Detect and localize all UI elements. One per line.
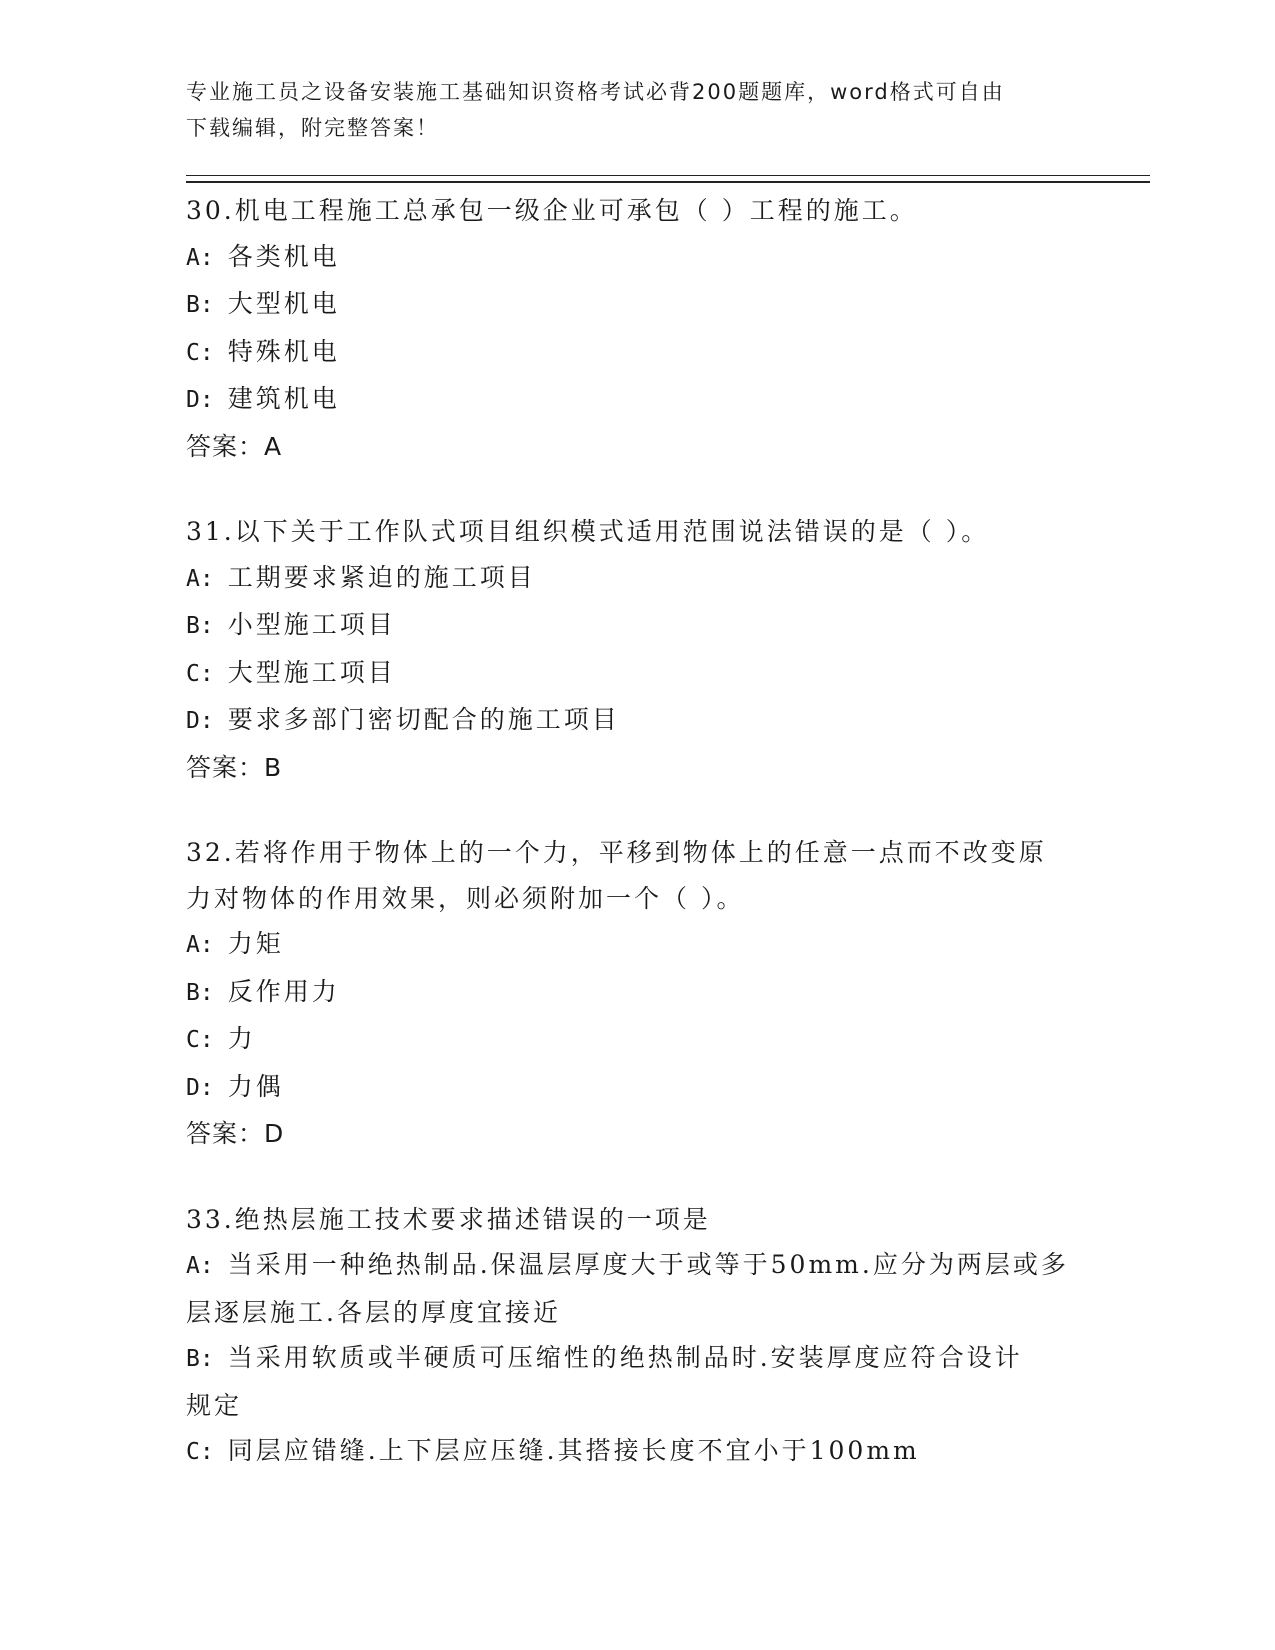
option-label: A:	[186, 1253, 214, 1279]
option-line	[186, 969, 1086, 1017]
option-label: D:	[186, 708, 214, 734]
answer-line	[186, 424, 1086, 470]
option-line	[186, 555, 1086, 603]
option-text: 建筑机电	[227, 384, 340, 413]
option-label: D:	[186, 1074, 214, 1101]
option-label: B:	[186, 979, 214, 1006]
option-line	[186, 234, 1086, 282]
question-stem: 32.若将作用于物体上的一个力，平移到物体上的任意一点而不改变原	[186, 838, 1047, 867]
option-line	[186, 1383, 1086, 1429]
option-text: 大型施工项目	[227, 657, 396, 687]
option-line	[186, 602, 1086, 650]
option-line	[186, 1064, 1086, 1112]
option-line	[186, 1242, 1086, 1290]
option-label: C:	[186, 1027, 214, 1053]
question-stem: 力对物体的作用效果，则必须附加一个（ ）。	[186, 883, 745, 913]
option-text: 当采用软质或半硬质可压缩性的绝热制品时.安装厚度应符合设计	[227, 1343, 1023, 1372]
option-label: D:	[186, 387, 214, 413]
option-line	[186, 376, 1086, 424]
option-text: 反作用力	[227, 976, 340, 1006]
option-text: 力偶	[227, 1071, 284, 1101]
answer-value: B	[264, 752, 283, 782]
option-text: 规定	[186, 1390, 243, 1420]
option-text: 特殊机电	[227, 336, 340, 366]
question-block	[186, 509, 1086, 790]
option-line	[186, 921, 1086, 969]
question-stem: 31.以下关于工作队式项目组织模式适用范围说法错误的是（ ）。	[186, 517, 990, 546]
answer-label: 答案：	[186, 431, 265, 461]
option-line	[186, 1016, 1086, 1064]
option-line	[186, 650, 1086, 698]
option-line	[186, 1335, 1086, 1383]
option-text: 力矩	[227, 929, 284, 958]
option-text: 工期要求紧迫的施工项目	[227, 562, 536, 592]
question-stem: 30.机电工程施工总承包一级企业可承包（ ）工程的施工。	[186, 196, 918, 225]
option-label: A:	[186, 932, 214, 958]
option-line	[186, 329, 1086, 377]
answer-line	[186, 745, 1086, 791]
option-line	[186, 281, 1086, 329]
answer-line	[186, 1111, 1086, 1157]
answer-value: D	[264, 1119, 285, 1148]
option-text: 各类机电	[227, 241, 340, 271]
option-text: 大型机电	[227, 289, 340, 318]
option-label: C:	[186, 1439, 214, 1465]
answer-value: A	[264, 431, 283, 461]
option-label: A:	[186, 244, 214, 271]
option-text: 同层应错缝.上下层应压缝.其搭接长度不宜小于100mm	[227, 1436, 920, 1465]
option-label: B:	[186, 613, 214, 639]
header-line-1: 专业施工员之设备安装施工基础知识资格考试必背200题题库，word格式可自由	[186, 80, 1005, 104]
option-label: C:	[186, 660, 214, 687]
answer-label: 答案：	[186, 1119, 265, 1148]
header-divider-thin	[186, 175, 1150, 176]
option-line	[186, 1290, 1086, 1336]
option-text: 力	[227, 1024, 256, 1053]
option-text: 当采用一种绝热制品.保温层厚度大于或等于50mm.应分为两层或多	[227, 1250, 1069, 1279]
answer-label: 答案：	[186, 752, 265, 782]
question-block	[186, 1197, 1086, 1476]
question-block	[186, 830, 1086, 1157]
question-block	[186, 188, 1086, 469]
question-stem: 33.绝热层施工技术要求描述错误的一项是	[186, 1204, 711, 1234]
header-line-2: 下载编辑，附完整答案！	[186, 116, 439, 140]
question-list	[186, 188, 1086, 1516]
option-label: B:	[186, 1346, 214, 1372]
option-text: 要求多部门密切配合的施工项目	[227, 705, 620, 734]
option-line	[186, 697, 1086, 745]
option-line	[186, 1428, 1086, 1476]
option-label: B:	[186, 292, 214, 318]
header-divider-thick	[186, 181, 1150, 183]
option-text: 小型施工项目	[227, 610, 396, 639]
document-header	[186, 74, 1076, 146]
option-text: 层逐层施工.各层的厚度宜接近	[186, 1297, 561, 1327]
option-label: C:	[186, 339, 214, 366]
option-label: A:	[186, 565, 214, 592]
